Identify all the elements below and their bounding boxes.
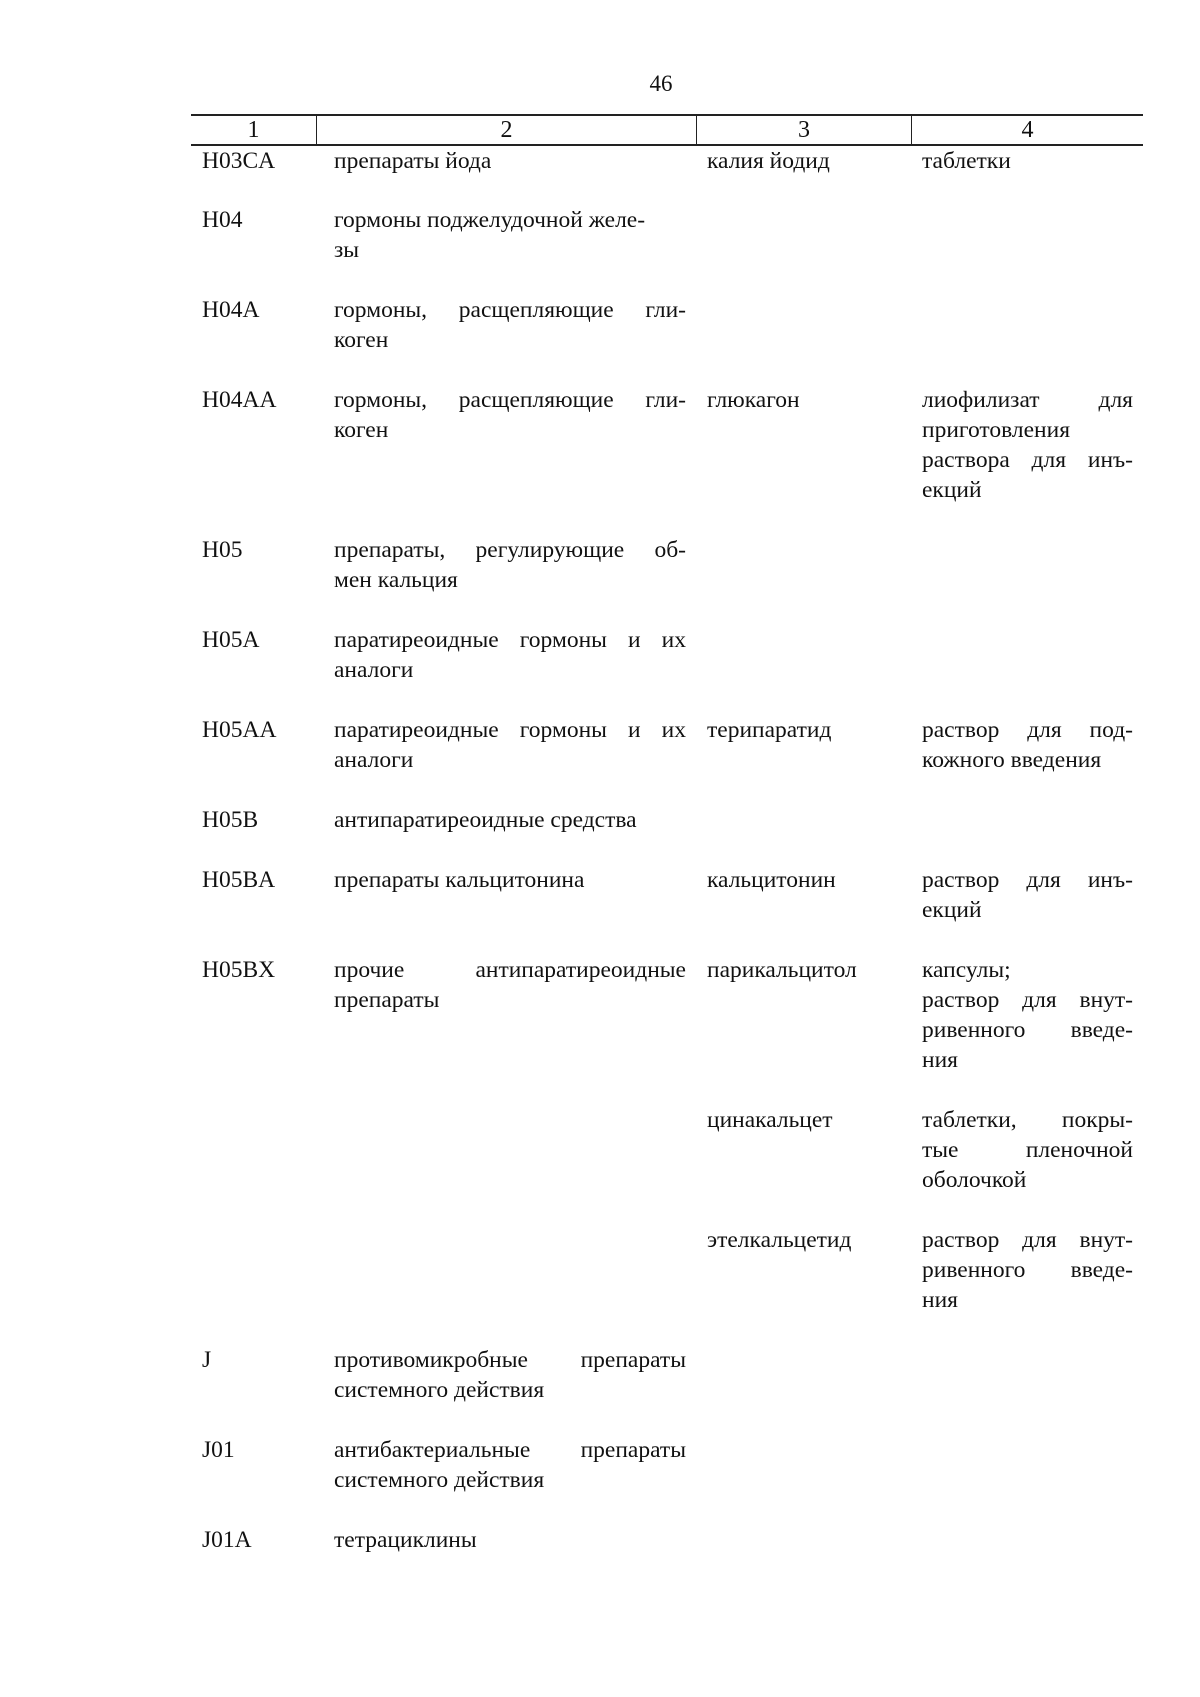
group-name-line: гормоны, расщепляющие гли- [334, 297, 686, 323]
atc-code-cell: J [202, 1347, 212, 1373]
atc-code-cell: H05AA [202, 717, 277, 743]
table-row [191, 385, 1143, 505]
table-row [191, 146, 1143, 176]
group-name-cell [316, 205, 696, 265]
dosage-form-cell [911, 205, 1143, 265]
group-name-line: коген [334, 417, 389, 443]
substance-cell [696, 955, 911, 1075]
substance-cell [696, 1105, 911, 1195]
atc-code-cell: H04 [202, 207, 243, 233]
dosage-form-cell [911, 535, 1143, 595]
group-name-line: антибактериальные препараты [334, 1437, 686, 1463]
drug-classification-table [191, 114, 1143, 1555]
dosage-form-cell [911, 1345, 1143, 1405]
atc-code-cell: H05BX [202, 957, 276, 983]
table-header-row [191, 114, 1143, 146]
substance-cell [696, 1435, 911, 1495]
substance-cell [696, 625, 911, 685]
dosage-form-cell [911, 1435, 1143, 1495]
table-row [191, 865, 1143, 925]
dosage-form-cell [911, 715, 1143, 775]
group-name-cell [316, 1225, 696, 1315]
substance-line: глюкагон [707, 387, 800, 413]
atc-code-cell: H05BA [202, 867, 276, 893]
table-row [191, 295, 1143, 355]
table-row [191, 1435, 1143, 1495]
dosage-form-line: раствора для инъ- [922, 447, 1133, 473]
table-row [191, 715, 1143, 775]
dosage-form-line: таблетки [922, 148, 1011, 174]
table-body [191, 146, 1143, 1555]
dosage-form-line: екций [922, 897, 982, 923]
dosage-form-cell [911, 1525, 1143, 1555]
dosage-form-cell [911, 385, 1143, 505]
group-name-line: препараты йода [334, 148, 492, 174]
atc-code-cell: H05B [202, 807, 259, 833]
group-name-line: препараты [334, 987, 440, 1013]
dosage-form-cell [911, 805, 1143, 835]
dosage-form-line: раствор для под- [922, 717, 1133, 743]
atc-code-cell: H05A [202, 627, 260, 653]
group-name-line: противомикробные препараты [334, 1347, 686, 1373]
group-name-line: аналоги [334, 657, 414, 683]
dosage-form-line: приготовления [922, 417, 1071, 443]
dosage-form-cell [911, 295, 1143, 355]
dosage-form-line: раствор для внут- [922, 987, 1133, 1013]
atc-code-cell: H03CA [202, 148, 276, 174]
dosage-form-cell [911, 865, 1143, 925]
dosage-form-line: тые пленочной [922, 1137, 1133, 1163]
table-row [191, 1105, 1143, 1195]
substance-line: калия йодид [707, 148, 830, 174]
atc-code-cell: H05 [202, 537, 243, 563]
group-name-cell [316, 865, 696, 925]
substance-cell [696, 1225, 911, 1315]
dosage-form-line: капсулы; [922, 957, 1011, 983]
dosage-form-cell [911, 1105, 1143, 1195]
group-name-line: гормоны поджелудочной желе- [334, 207, 646, 233]
table-row [191, 535, 1143, 595]
group-name-line: коген [334, 327, 389, 353]
table-row [191, 1345, 1143, 1405]
column-header-2: 2 [316, 116, 696, 144]
table-row [191, 805, 1143, 835]
group-name-line: препараты кальцитонина [334, 867, 585, 893]
group-name-line: системного действия [334, 1377, 545, 1403]
dosage-form-line: ривенного введе- [922, 1017, 1133, 1043]
atc-code-cell: H04A [202, 297, 260, 323]
group-name-line: мен кальция [334, 567, 458, 593]
table-row [191, 625, 1143, 685]
group-name-line: препараты, регулирующие об- [334, 537, 686, 563]
group-name-line: прочие антипаратиреоидные [334, 957, 686, 983]
dosage-form-line: ния [922, 1287, 958, 1313]
dosage-form-line: оболочкой [922, 1167, 1027, 1193]
group-name-cell [316, 385, 696, 505]
group-name-line: системного действия [334, 1467, 545, 1493]
dosage-form-line: раствор для инъ- [922, 867, 1133, 893]
atc-code-cell: J01 [202, 1437, 235, 1463]
substance-line: терипаратид [707, 717, 832, 743]
substance-cell [696, 146, 911, 176]
substance-cell [696, 205, 911, 265]
substance-cell [696, 1525, 911, 1555]
column-header-3: 3 [696, 116, 911, 144]
group-name-cell [316, 1525, 696, 1555]
group-name-cell [316, 1105, 696, 1195]
group-name-cell [316, 1345, 696, 1405]
group-name-line: паратиреоидные гормоны и их [334, 717, 686, 743]
substance-cell [696, 1345, 911, 1405]
substance-cell [696, 865, 911, 925]
substance-line: этелкальцетид [707, 1227, 852, 1253]
dosage-form-line: раствор для внут- [922, 1227, 1133, 1253]
dosage-form-line: ния [922, 1047, 958, 1073]
group-name-cell [316, 535, 696, 595]
dosage-form-line: лиофилизат для [922, 387, 1133, 413]
dosage-form-cell [911, 955, 1143, 1075]
substance-cell [696, 295, 911, 355]
dosage-form-cell [911, 1225, 1143, 1315]
atc-code-cell: H04AA [202, 387, 277, 413]
table-row [191, 1225, 1143, 1315]
group-name-line: паратиреоидные гормоны и их [334, 627, 686, 653]
dosage-form-line: екций [922, 477, 982, 503]
group-name-cell [316, 955, 696, 1075]
substance-line: цинакальцет [707, 1107, 833, 1133]
column-header-4: 4 [911, 116, 1143, 144]
group-name-cell [316, 295, 696, 355]
table-row [191, 205, 1143, 265]
group-name-line: тетрациклины [334, 1527, 477, 1553]
dosage-form-cell [911, 146, 1143, 176]
substance-line: кальцитонин [707, 867, 836, 893]
page-number: 46 [649, 71, 673, 96]
table-row [191, 1525, 1143, 1555]
atc-code-cell [191, 1105, 316, 1195]
group-name-cell [316, 146, 696, 176]
dosage-form-cell [911, 625, 1143, 685]
substance-cell [696, 385, 911, 505]
group-name-line: зы [334, 237, 360, 263]
dosage-form-line: кожного введения [922, 747, 1102, 773]
dosage-form-line: ривенного введе- [922, 1257, 1133, 1283]
group-name-line: аналоги [334, 747, 414, 773]
substance-cell [696, 535, 911, 595]
dosage-form-line: таблетки, покры- [922, 1107, 1133, 1133]
group-name-cell [316, 715, 696, 775]
column-header-1: 1 [247, 117, 260, 143]
atc-code-cell [191, 1225, 316, 1315]
group-name-line: антипаратиреоидные средства [334, 807, 637, 833]
substance-cell [696, 805, 911, 835]
substance-line: парикальцитол [707, 957, 857, 983]
table-row [191, 955, 1143, 1075]
substance-cell [696, 715, 911, 775]
atc-code-cell: J01A [202, 1527, 252, 1553]
group-name-cell [316, 625, 696, 685]
group-name-cell [316, 805, 696, 835]
group-name-cell [316, 1435, 696, 1495]
group-name-line: гормоны, расщепляющие гли- [334, 387, 686, 413]
